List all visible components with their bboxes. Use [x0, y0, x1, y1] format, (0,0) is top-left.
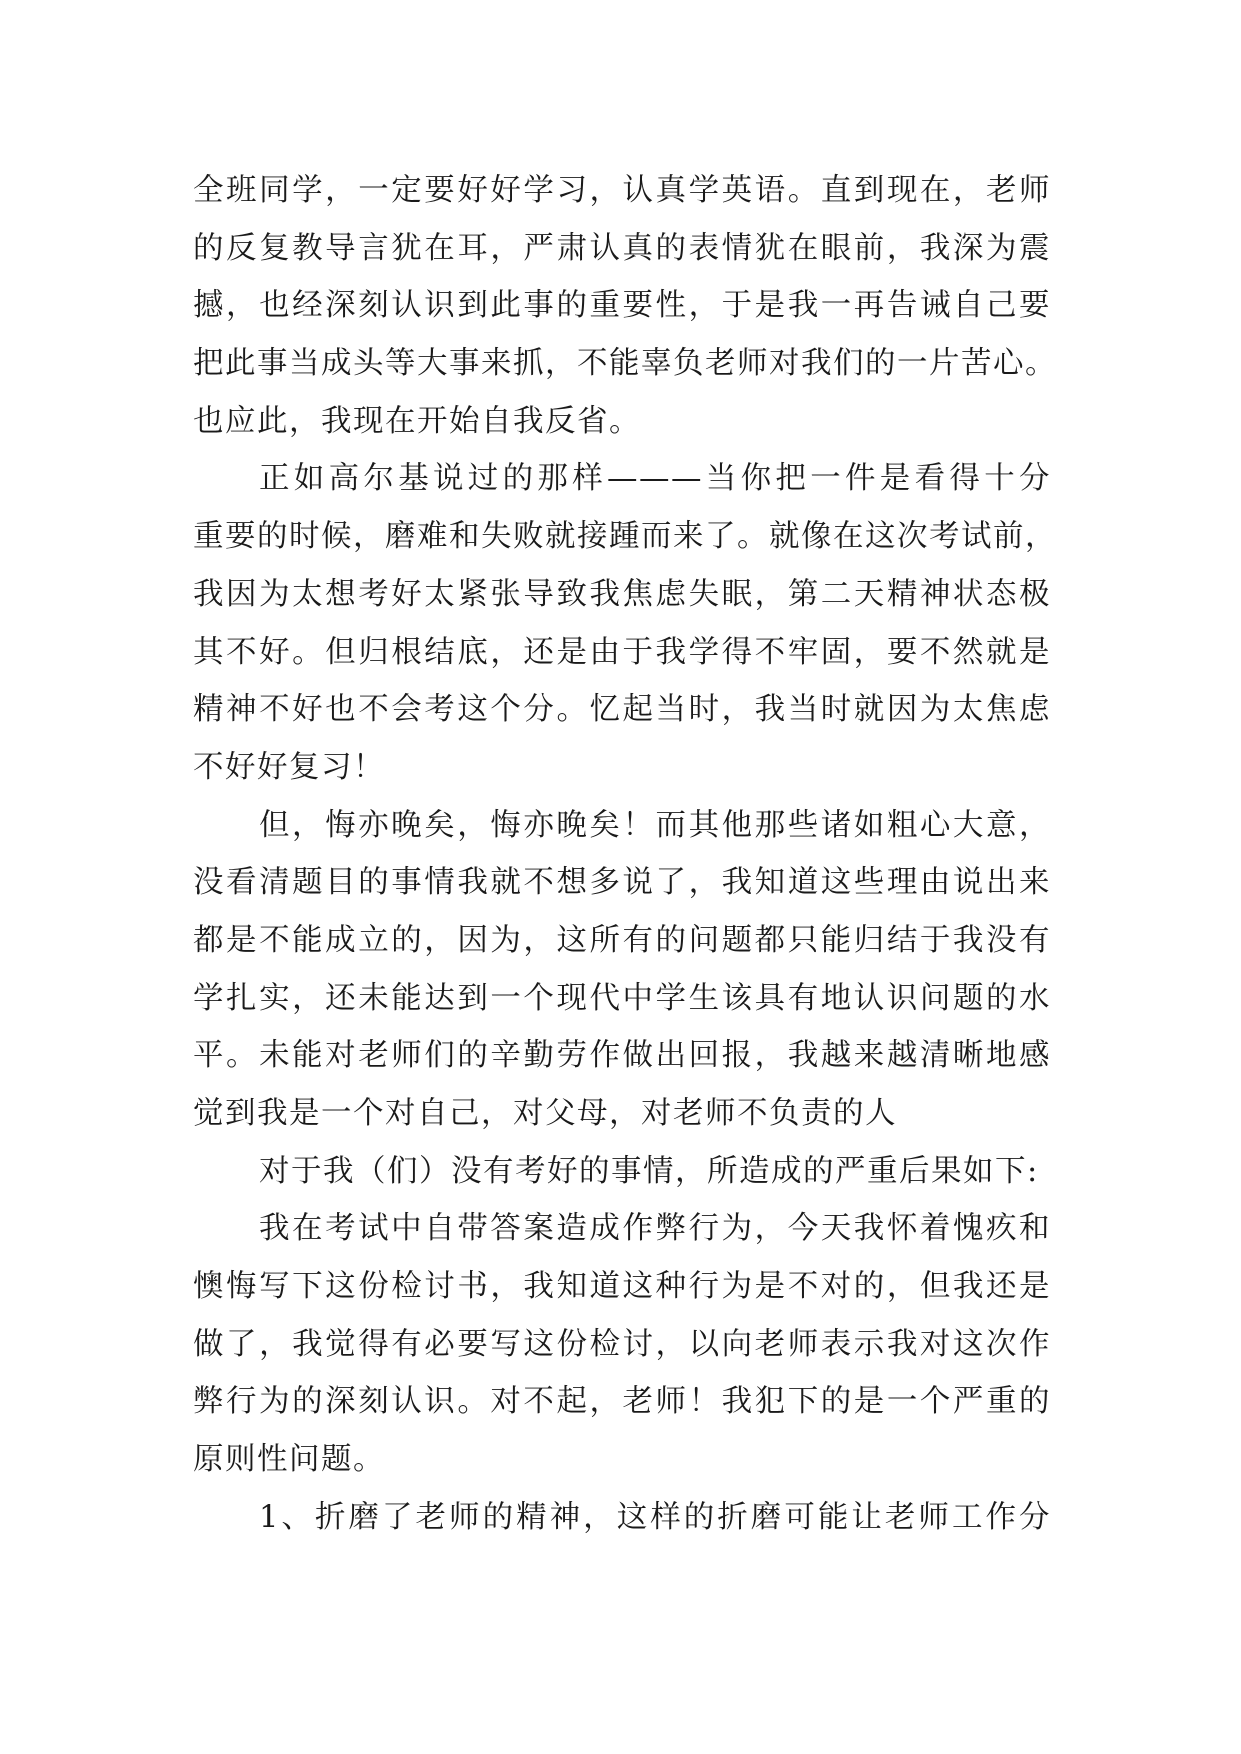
text-line: 但，悔亦晚矣，悔亦晚矣！而其他那些诸如粗心大意，	[259, 807, 1051, 843]
text-line: 弊行为的深刻认识。对不起，老师！我犯下的是一个严重的	[193, 1384, 1051, 1420]
text-line: 没看清题目的事情我就不想多说了，我知道这些理由说出来	[193, 865, 1051, 901]
text-line: 全班同学，一定要好好学习，认真学英语。直到现在，老师	[193, 173, 1051, 208]
text-line: 的反复教导言犹在耳，严肃认真的表情犹在眼前，我深为震	[193, 230, 1051, 266]
text-line: 我因为太想考好太紧张导致我焦虑失眠，第二天精神状态极	[193, 576, 1051, 612]
text-line: 其不好。但归根结底，还是由于我学得不牢固，要不然就是	[193, 634, 1051, 670]
text-line: 精神不好也不会考这个分。忆起当时，我当时就因为太焦虑	[193, 692, 1051, 728]
text-line: 觉到我是一个对自己，对父母，对老师不负责的人	[193, 1096, 897, 1131]
text-line: 对于我（们）没有考好的事情，所造成的严重后果如下:	[259, 1153, 1039, 1189]
text-line: 不好好复习！	[193, 749, 385, 785]
text-line: 做了，我觉得有必要写这份检讨，以向老师表示我对这次作	[193, 1326, 1051, 1362]
text-line: 把此事当成头等大事来抓，不能辜负老师对我们的一片苦心。	[193, 346, 1057, 382]
text-line: 平。未能对老师们的辛勤劳作做出回报，我越来越清晰地感	[193, 1038, 1051, 1074]
text-line: 重要的时候，磨难和失败就接踵而来了。就像在这次考试前，	[193, 519, 1057, 555]
text-line: 都是不能成立的，因为，这所有的问题都只能归结于我没有	[193, 922, 1051, 958]
text-line: 正如高尔基说过的那样———当你把一件是看得十分	[259, 461, 1051, 497]
text-line: 原则性问题。	[193, 1442, 385, 1478]
text-line: 学扎实，还未能达到一个现代中学生该具有地认识问题的水	[193, 980, 1051, 1016]
document-body	[193, 162, 1057, 1547]
text-line: 懊悔写下这份检讨书，我知道这种行为是不对的，但我还是	[193, 1269, 1051, 1305]
text-line: 我在考试中自带答案造成作弊行为，今天我怀着愧疚和	[259, 1211, 1051, 1247]
text-line: 1、折磨了老师的精神，这样的折磨可能让老师工作分	[259, 1499, 1051, 1535]
text-line: 撼，也经深刻认识到此事的重要性，于是我一再告诫自己要	[193, 288, 1051, 324]
text-line: 也应此，我现在开始自我反省。	[193, 403, 641, 439]
